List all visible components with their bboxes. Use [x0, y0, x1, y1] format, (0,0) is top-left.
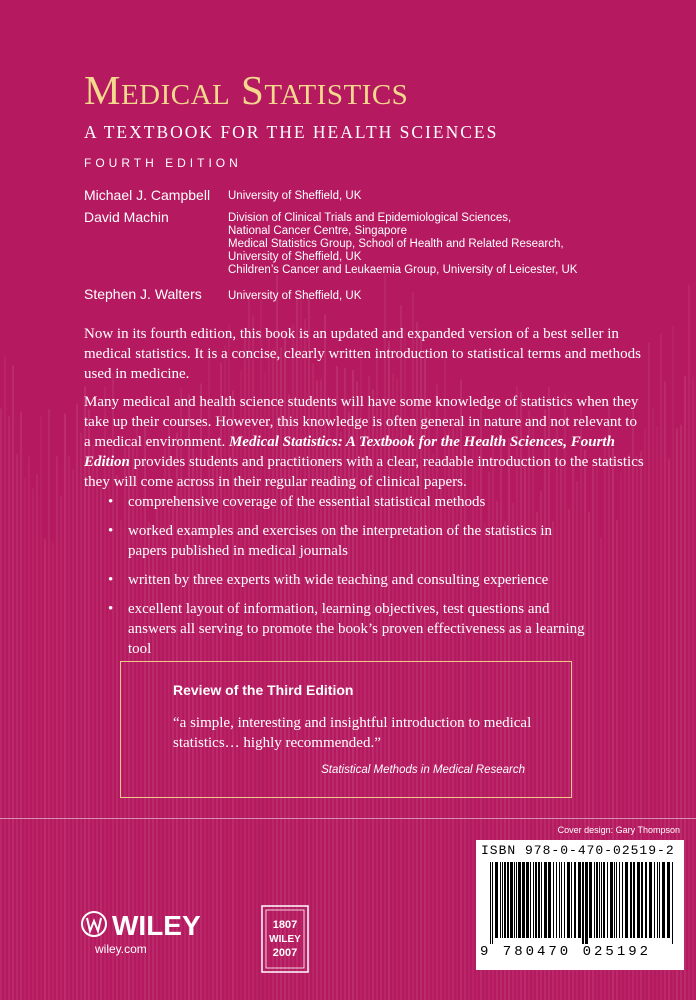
background-bar	[44, 539, 46, 1000]
author-affiliation	[228, 190, 361, 203]
barcode-bar	[603, 862, 605, 938]
barcode-bar	[490, 862, 491, 944]
background-bar	[52, 543, 54, 1000]
review-quote: “a simple, interesting and insightful introduction to medical statistics… highly recommended.”	[173, 715, 532, 751]
book-edition: FOURTH EDITION	[84, 156, 242, 170]
background-bar	[32, 489, 34, 1000]
barcode-bar	[541, 862, 542, 938]
barcode-bar	[504, 862, 506, 938]
isbn-digits: 9 780470 025192	[480, 944, 652, 960]
barcode-bar	[561, 862, 562, 938]
barcode-bar	[571, 862, 572, 938]
background-bar	[36, 474, 38, 1000]
background-bar	[68, 455, 70, 1000]
author-affiliation	[228, 212, 577, 277]
barcode-bar	[533, 862, 534, 938]
barcode-bar	[667, 862, 670, 938]
barcode-bar	[659, 862, 660, 938]
barcode-bar	[596, 862, 598, 938]
isbn-label: ISBN 978-0-470-02519-2	[481, 843, 675, 858]
barcode-bar	[544, 862, 547, 938]
barcode-bar	[654, 862, 655, 938]
bicentennial-year-end: 2007	[272, 947, 298, 959]
bicentennial-name: WILEY	[269, 934, 301, 945]
review-heading: Review of the Third Edition	[173, 682, 354, 698]
background-bar	[28, 457, 30, 1000]
publisher-url: wiley.com	[95, 942, 147, 956]
background-bar	[76, 404, 78, 1000]
barcode-bar	[574, 862, 576, 938]
affiliation-line: University of Sheffield, UK	[228, 190, 362, 202]
barcode-bar	[510, 862, 513, 938]
barcode-bar	[538, 862, 540, 938]
barcode-bar	[500, 862, 501, 938]
background-bar	[40, 415, 42, 1000]
affiliation-line: Children’s Cancer and Leukaemia Group, University of Leicester, UK	[228, 264, 578, 276]
barcode-bar	[637, 862, 640, 938]
feature-item: • comprehensive coverage of the essential statistical methods	[128, 492, 588, 512]
affiliation-line: Division of Clinical Trials and Epidemiological Sciences,	[228, 212, 512, 224]
background-bar	[4, 356, 6, 1000]
barcode-icon	[490, 862, 676, 944]
background-bar	[64, 414, 66, 1000]
background-bar	[0, 408, 2, 1000]
barcode-bar	[492, 862, 493, 944]
barcode-bar	[567, 862, 570, 938]
barcode-bar	[610, 862, 613, 938]
background-bar	[688, 285, 690, 1000]
barcode-bar	[589, 862, 592, 938]
background-bar	[684, 376, 686, 1000]
barcode-bar	[619, 862, 620, 938]
affiliation-line: National Cancer Centre, Singapore	[228, 225, 407, 237]
review-source: Statistical Methods in Medical Research	[321, 764, 525, 776]
barcode-bar	[564, 862, 565, 938]
book-title: Medical Statistics	[84, 67, 409, 113]
barcode-bar	[556, 862, 557, 938]
background-bar	[692, 378, 694, 1000]
divider	[0, 818, 696, 819]
barcode-bar	[530, 862, 531, 938]
barcode-bar	[645, 862, 647, 938]
barcode-bar	[607, 862, 608, 938]
barcode-bar	[548, 862, 551, 938]
barcode-bar	[599, 862, 600, 938]
barcode-bar	[662, 862, 665, 938]
barcode-bar	[585, 862, 588, 944]
barcode-bar	[559, 862, 560, 938]
feature-item: • worked examples and exercises on the interpretation of the statistics in papers published in medical journals	[128, 521, 588, 561]
barcode-bar	[622, 862, 623, 938]
description-paragraph	[84, 392, 644, 492]
barcode-bar	[625, 862, 628, 938]
bicentennial-logo	[260, 904, 310, 974]
affiliation-line: University of Sheffield, UK	[228, 251, 362, 263]
barcode-bar	[582, 862, 584, 944]
background-bar	[16, 454, 18, 1000]
wiley-emblem-icon	[82, 912, 106, 936]
background-bar	[20, 412, 22, 1000]
author-affiliation	[228, 290, 361, 303]
barcode-bar	[641, 862, 643, 938]
author-name: David Machin	[84, 209, 169, 225]
description-paragraph: Now in its fourth edition, this book is an updated and expanded version of a best seller in medical statistics. It is a concise, clearly written introduction to statistical terms and methods used in medicine.	[84, 326, 641, 382]
barcode-bar	[649, 862, 652, 938]
description-text: provides students and practitioners with a clear, readable introduction to the statistics they will come across in their regular reading of clinical papers.	[84, 454, 644, 490]
barcode-bar	[672, 862, 673, 944]
feature-list	[128, 492, 588, 668]
background-bar	[48, 409, 50, 1000]
barcode-bar	[630, 862, 632, 938]
affiliation-line: Medical Statistics Group, School of Health and Related Research,	[228, 238, 564, 250]
barcode-bar	[601, 862, 602, 938]
feature-item: • excellent layout of information, learning objectives, test questions and answers all serving to promote the book’s proven effectiveness as a learning tool	[128, 599, 588, 659]
barcode-bar	[518, 862, 521, 938]
background-bar	[24, 477, 26, 1000]
background-bar	[72, 469, 74, 1000]
description-text: Many medical and health science students will have some knowledge of statistics when they take up their courses. However, this knowledge is often general in nature and not relevant to a medical environment.	[84, 394, 639, 450]
barcode-bar	[633, 862, 635, 938]
barcode-bar	[657, 862, 658, 938]
barcode-bar	[578, 862, 581, 938]
background-bar	[12, 365, 14, 1000]
barcode-bar	[495, 862, 498, 938]
book-title-emphasis: Medical Statistics: A Textbook for the Health Sciences, Fourth Edition	[84, 434, 615, 470]
cover-design-credit: Cover design: Gary Thompson	[557, 825, 680, 835]
book-subtitle: A TEXTBOOK FOR THE HEALTH SCIENCES	[84, 122, 499, 142]
barcode-bar	[553, 862, 554, 938]
barcode-bar	[594, 862, 595, 938]
affiliation-line: University of Sheffield, UK	[228, 290, 362, 302]
author-name: Michael J. Campbell	[84, 187, 211, 203]
author-name: Stephen J. Walters	[84, 286, 202, 302]
background-bar	[60, 496, 62, 1000]
barcode-bar	[516, 862, 517, 938]
wiley-wordmark: WILEY	[112, 910, 201, 941]
barcode-bar	[522, 862, 525, 938]
barcode-bar	[614, 862, 615, 938]
barcode-bar	[535, 862, 537, 938]
feature-item: • written by three experts with wide teaching and consulting experience	[128, 570, 588, 590]
wiley-emblem-mark	[87, 918, 101, 931]
barcode-bar	[526, 862, 529, 938]
wiley-logo	[80, 906, 210, 942]
barcode-bar	[616, 862, 617, 938]
bicentennial-year-start: 1807	[272, 919, 298, 931]
background-bar	[56, 456, 58, 1000]
barcode-bar	[507, 862, 509, 938]
barcode-bar	[502, 862, 503, 938]
background-bar	[8, 416, 10, 1000]
barcode-bar	[514, 862, 515, 938]
